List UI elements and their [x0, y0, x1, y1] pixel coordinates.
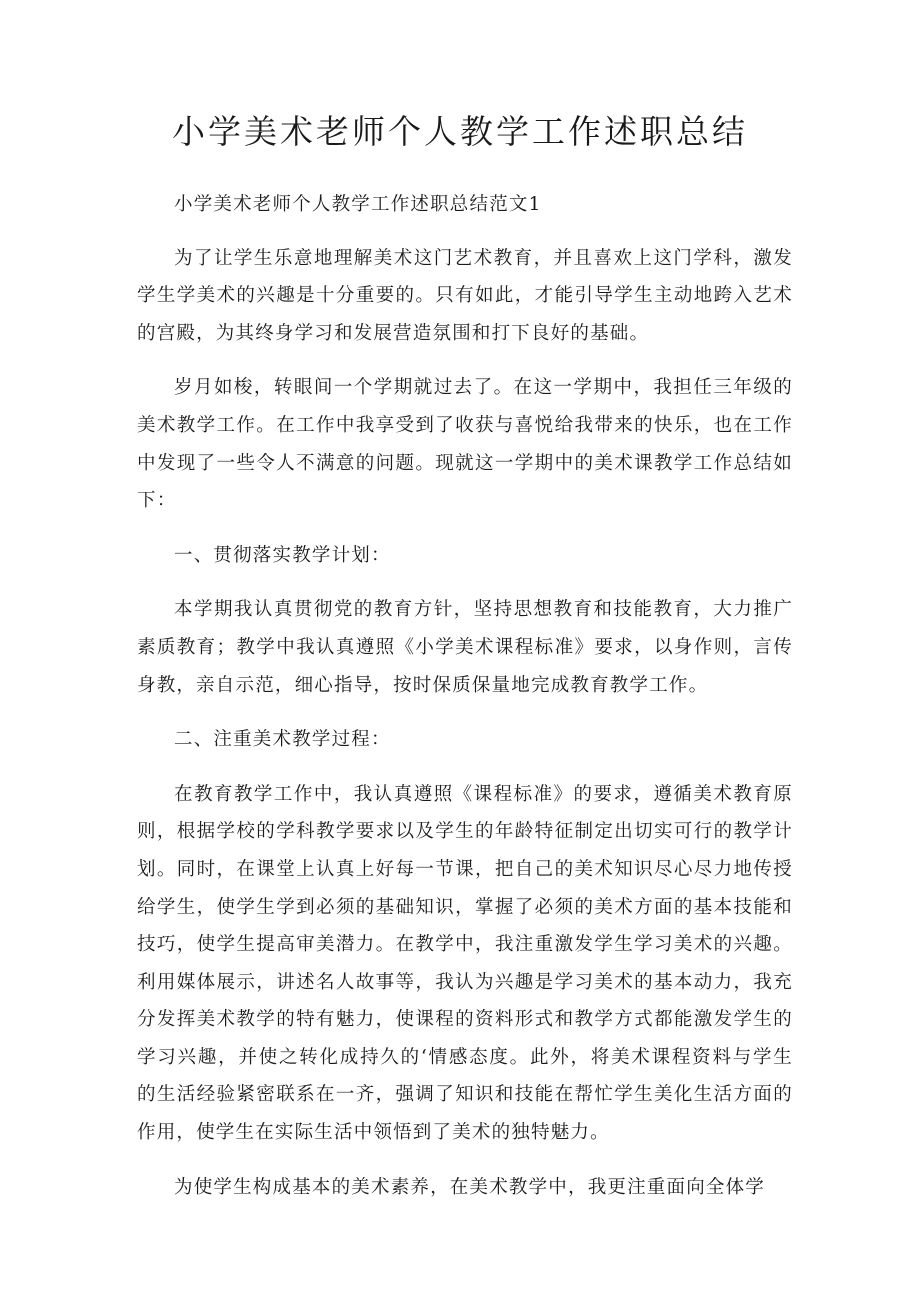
- document-body: [137, 186, 793, 1223]
- paragraph-plan: 本学期我认真贯彻党的教育方针，坚持思想教育和技能教育，大力推广素质教育；教学中我认真遵照《小学美术课程标准》要求，以身作则，言传身教，亲自示范，细心指导，按时保质保量地完成教育教学工作。: [137, 599, 793, 696]
- paragraph-intro: 为了让学生乐意地理解美术这门艺术教育，并且喜欢上这门学科，激发学生学美术的兴趣是十分重要的。只有如此，才能引导学生主动地跨入艺术的宫殿，为其终身学习和发展营造氛围和打下良好的基础。: [137, 247, 793, 344]
- paragraph-process: 在教育教学工作中，我认真遵照《课程标准》的要求，遵循美术教育原则，根据学校的学科教学要求以及学生的年龄特征制定出切实可行的教学计划。同时，在课堂上认真上好每一节课，把自己的美术知识尽心尽力地传授给学生，使学生学到必须的基础知识，掌握了必须的美术方面的基本技能和技巧，使学生提高审美潜力。在教学中，我注重激发学生学习美术的兴趣。利用媒体展示，讲述名人故事等，我认为兴趣是学习美术的基本动力，我充分发挥美术教学的特有魅力，使课程的资料形式和教学方式都能激发学生的学习兴趣，并使之转化成持久的‘情感态度。此外，将美术课程资料与学生的生活经验紧密联系在一齐，强调了知识和技能在帮忙学生美化生活方面的作用，使学生在实际生活中领悟到了美术的独特魅力。: [137, 783, 793, 1144]
- paragraph-literacy: 为使学生构成基本的美术素养，在美术教学中，我更注重面向全体学: [174, 1176, 766, 1198]
- section-subtitle: 小学美术老师个人教学工作述职总结范文1: [174, 194, 542, 215]
- section-heading-1: 一、贯彻落实教学计划：: [174, 544, 391, 566]
- paragraph-overview: 岁月如梭，转眼间一个学期就过去了。在这一学期中，我担任三年级的美术教学工作。在工作中我享受到了收获与喜悦给我带来的快乐，也在工作中发现了一些令人不满意的问题。现就这一学期中的美术课教学工作总结如下：: [137, 377, 793, 512]
- document-title: 小学美术老师个人教学工作述职总结: [172, 112, 748, 151]
- section-heading-2: 二、注重美术教学过程：: [174, 729, 391, 751]
